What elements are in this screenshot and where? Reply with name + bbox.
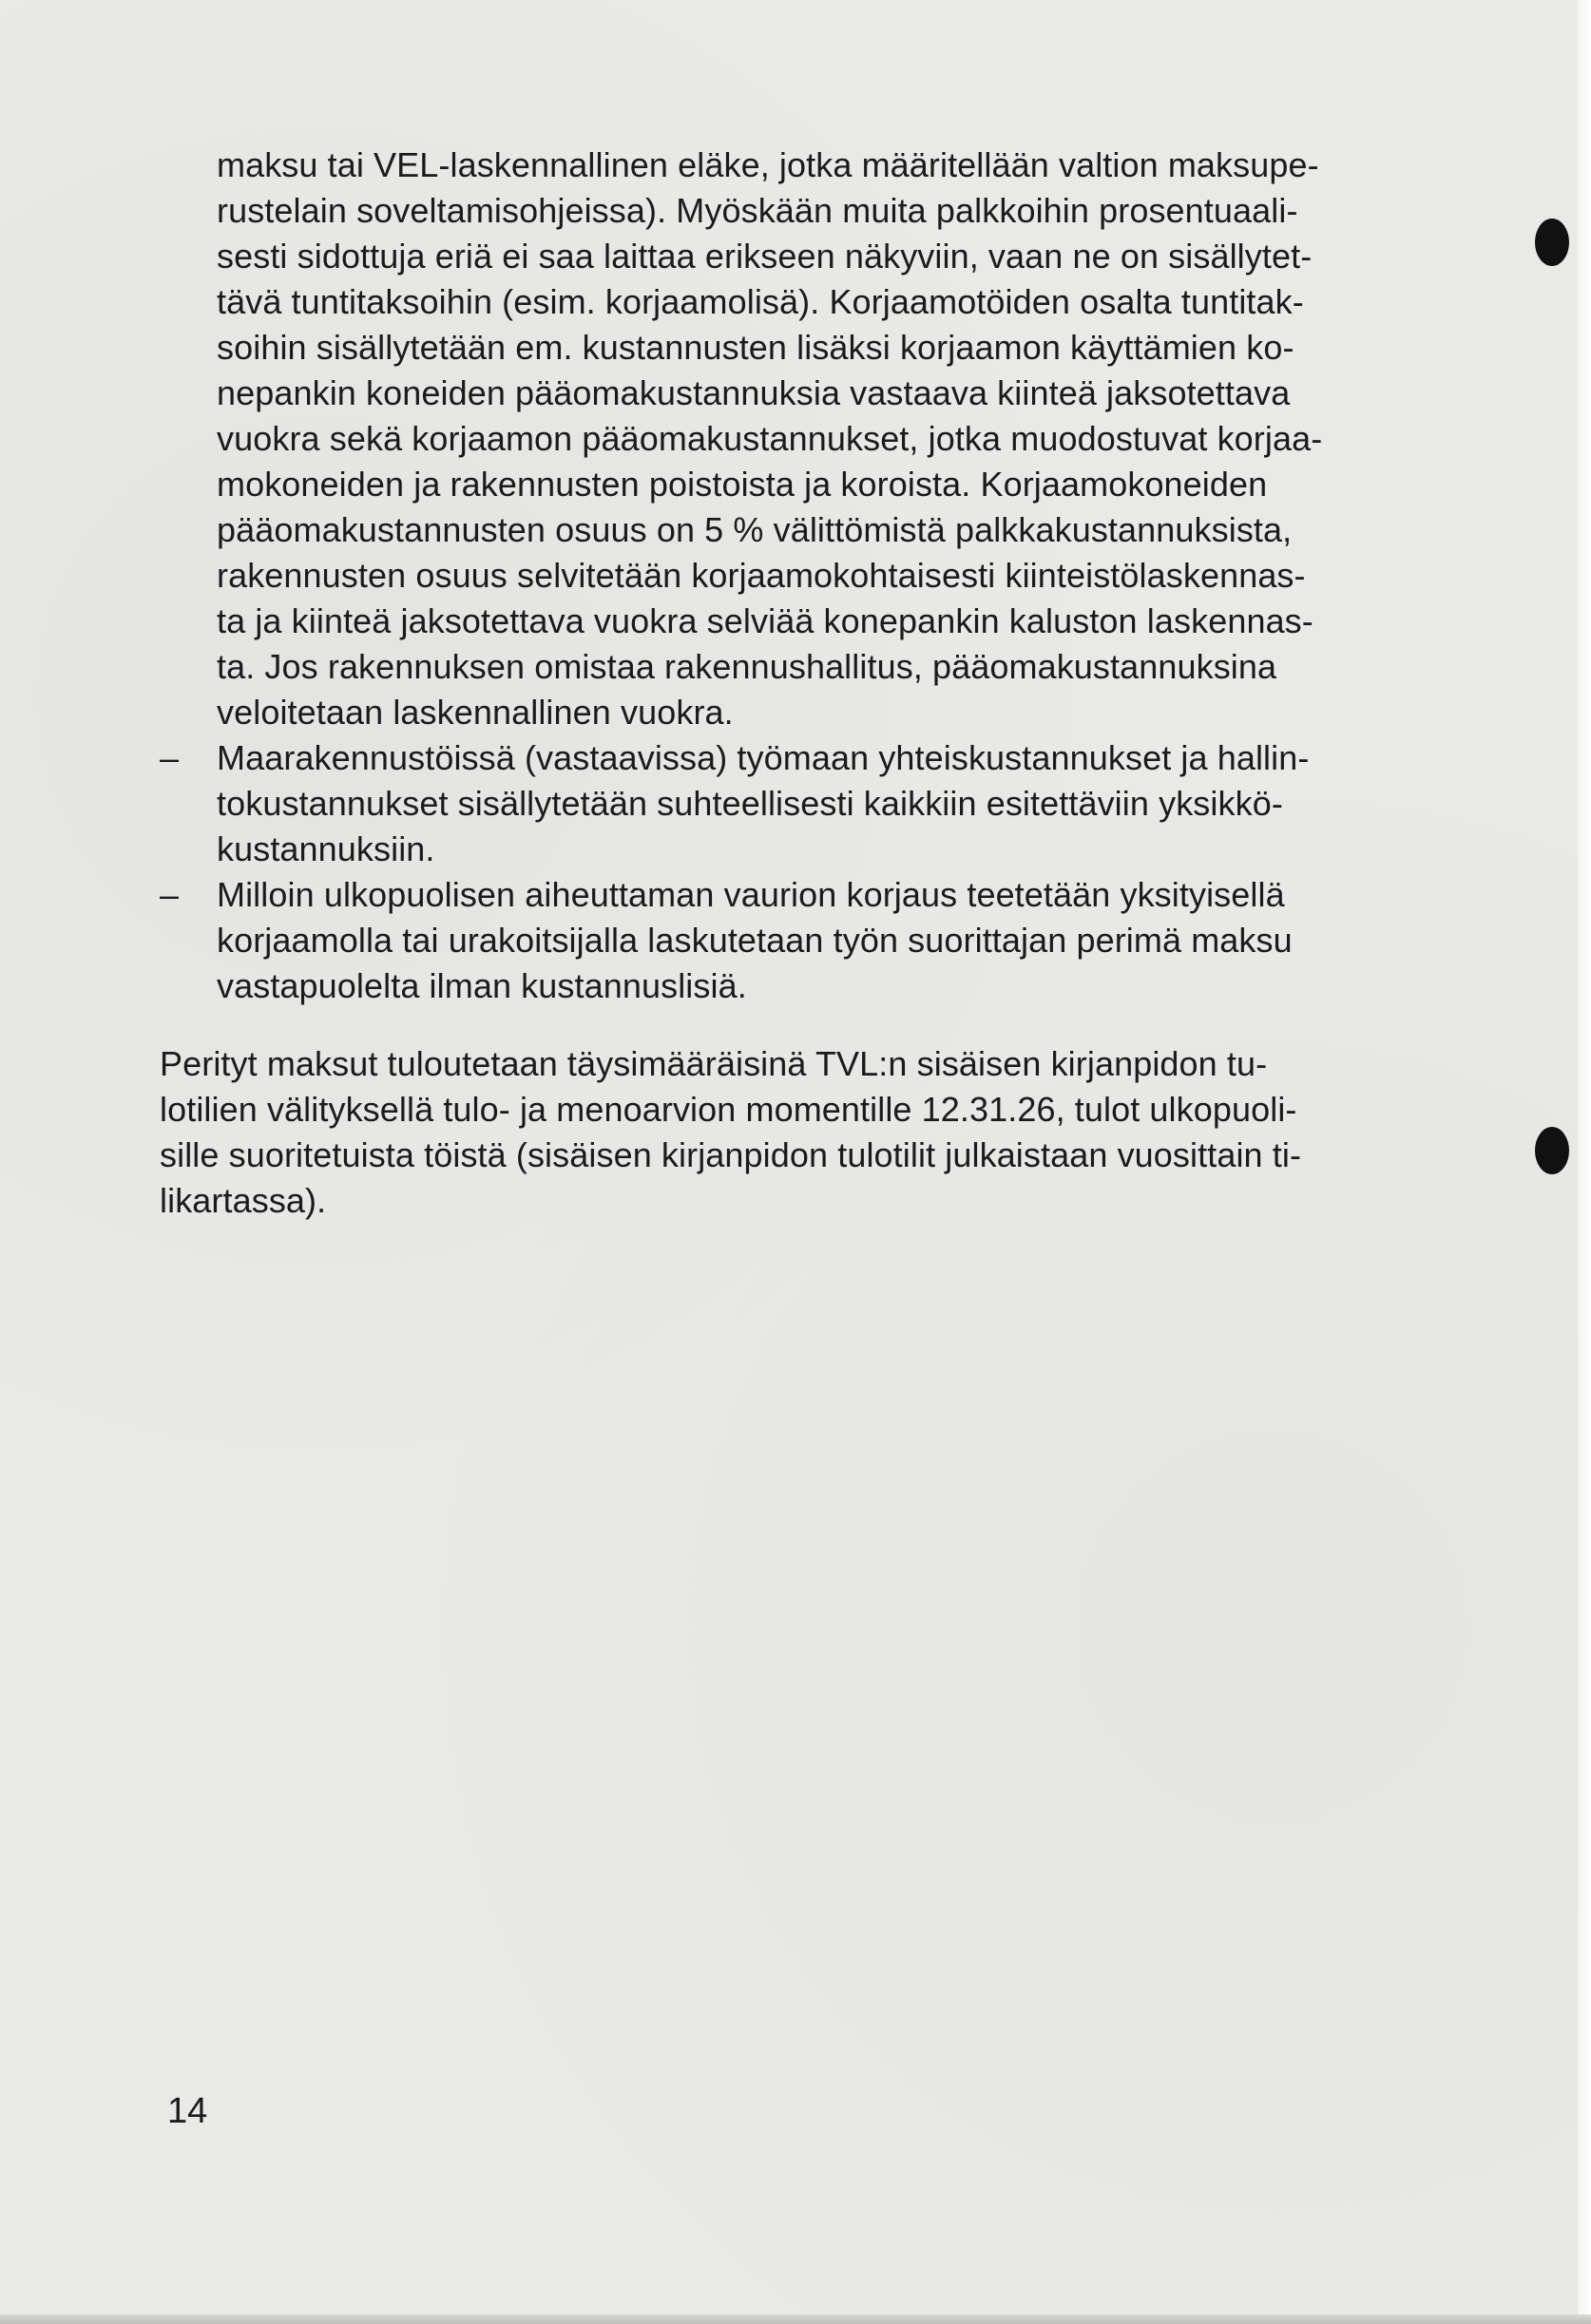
text-line: soihin sisällytetään em. kustannusten lisäksi korjaamon käyttämien ko-: [217, 328, 1294, 367]
list-item-line: Milloin ulkopuolisen aiheuttaman vaurion korjaus teetetään yksityisellä: [217, 875, 1285, 914]
text-line: ta. Jos rakennuksen omistaa rakennushallitus, pääomakustannuksina: [217, 647, 1277, 686]
text-line: ta ja kiinteä jaksotettava vuokra selviää konepankin kaluston laskennas-: [217, 601, 1313, 640]
binder-hole-top: [1535, 219, 1569, 266]
paragraph-line: lotilien välityksellä tulo- ja menoarvion momentille 12.31.26, tulot ulkopuoli-: [160, 1090, 1297, 1129]
paragraph-line: likartassa).: [160, 1181, 327, 1220]
page-edge: [1578, 0, 1591, 2324]
paragraph-line: sille suoritetuista töistä (sisäisen kirjanpidon tulotilit julkaistaan vuosittain ti-: [160, 1135, 1302, 1174]
text-line: rakennusten osuus selvitetään korjaamokohtaisesti kiinteistölaskennas-: [217, 556, 1306, 595]
text-line: sesti sidottuja eriä ei saa laittaa erikseen näkyviin, vaan ne on sisällytet-: [217, 237, 1313, 276]
list-dash: –: [160, 738, 180, 777]
list-item-line: korjaamolla tai urakoitsijalla laskutetaan työn suorittajan perimä maksu: [217, 921, 1293, 960]
list-item-line: Maarakennustöissä (vastaavissa) työmaan yhteiskustannukset ja hallin-: [217, 738, 1310, 777]
text-line: maksu tai VEL-laskennallinen eläke, jotka määritellään valtion maksupe-: [217, 145, 1319, 184]
list-item-line: kustannuksiin.: [217, 829, 435, 868]
text-line: veloitetaan laskennallinen vuokra.: [217, 693, 734, 732]
text-line: vuokra sekä korjaamon pääomakustannukset, jotka muodostuvat korjaa-: [217, 419, 1323, 458]
page-number: 14: [167, 2091, 208, 2131]
paragraph-line: Perityt maksut tuloutetaan täysimääräisinä TVL:n sisäisen kirjanpidon tu-: [160, 1044, 1268, 1083]
text-line: tävä tuntitaksoihin (esim. korjaamolisä). Korjaamotöiden osalta tuntitak-: [217, 282, 1304, 321]
list-item-line: vastapuolelta ilman kustannuslisiä.: [217, 966, 747, 1005]
text-line: mokoneiden ja rakennusten poistoista ja koroista. Korjaamokoneiden: [217, 465, 1268, 504]
list-item-line: tokustannukset sisällytetään suhteellisesti kaikkiin esitettäviin yksikkö-: [217, 784, 1283, 823]
binder-hole-bottom: [1535, 1127, 1569, 1174]
list-dash: –: [160, 875, 180, 914]
text-line: rustelain soveltamisohjeissa). Myöskään muita palkkoihin prosentuaali-: [217, 191, 1298, 230]
text-line: pääomakustannusten osuus on 5 % välittömistä palkkakustannuksista,: [217, 510, 1293, 549]
text-line: nepankin koneiden pääomakustannuksia vastaava kiinteä jaksotettava: [217, 373, 1291, 412]
page-bottom-edge: [0, 2314, 1591, 2324]
